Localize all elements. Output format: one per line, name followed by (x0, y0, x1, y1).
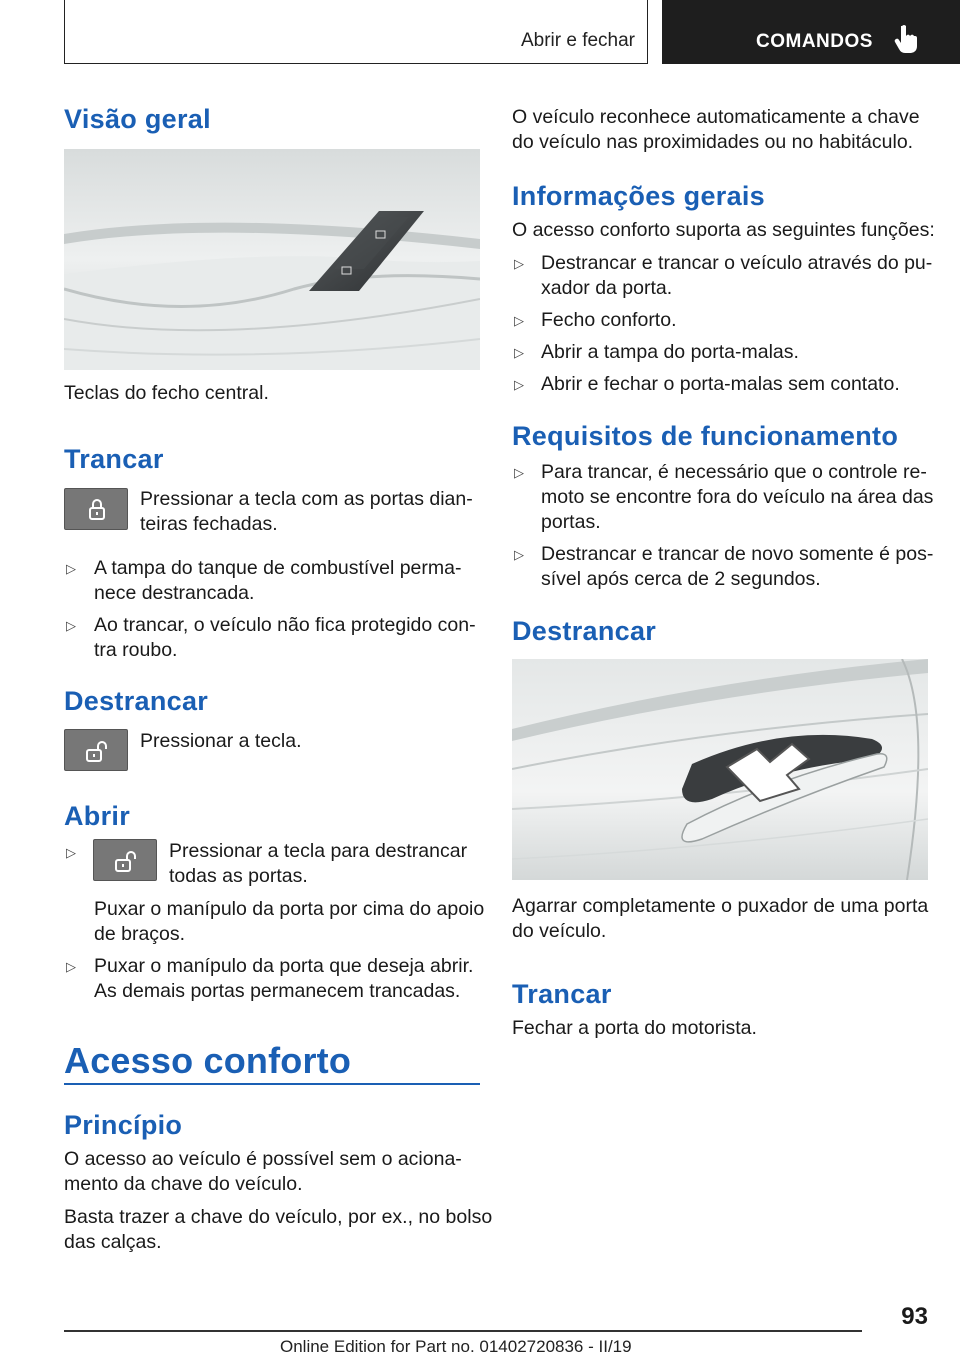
door-lock-buttons-photo (64, 149, 480, 370)
principio-p2-line2: das calças. (64, 1231, 162, 1253)
caption-door-handle-line1: Agarrar completamente o puxador de uma porta (512, 895, 929, 917)
trancar-text-line2: teiras fechadas. (140, 513, 278, 535)
principio-p1-line1: O acesso ao veículo é possível sem o aciona- (64, 1148, 462, 1170)
info-bullet2: Fecho conforto. (541, 309, 677, 331)
info-bullet4: Abrir e fechar o porta-malas sem contato. (541, 373, 900, 395)
abrir-bullet1-extra-line2: de braços. (94, 923, 186, 945)
trancar-bullet1-line1: A tampa do tanque de combustível perma- (94, 557, 462, 579)
unlock-key-icon (93, 839, 157, 881)
req-bullet1-line2: moto se encontre fora do veículo na área das (541, 486, 934, 508)
caption-door-handle-line2: do veículo. (512, 920, 607, 942)
intro-line2: do veículo nas proximidades ou no habitáculo. (512, 131, 914, 153)
abrir-bullet1-line2: todas as portas. (169, 865, 308, 887)
info-bullet1-line2: xador da porta. (541, 277, 673, 299)
req-bullet2-line1: Destrancar e trancar de novo somente é pos- (541, 543, 934, 565)
bullet-triangle-icon: ▷ (66, 959, 76, 974)
req-bullet1-line1: Para trancar, é necessário que o controle re- (541, 461, 927, 483)
bullet-triangle-icon: ▷ (514, 377, 524, 392)
heading-trancar: Trancar (64, 444, 164, 474)
trancar-text-line1: Pressionar a tecla com as portas dian- (140, 488, 473, 510)
abrir-bullet2-line1: Puxar o manípulo da porta que deseja abrir. (94, 955, 474, 977)
bullet-triangle-icon: ▷ (514, 547, 524, 562)
informacoes-text: O acesso conforto suporta as seguintes funções: (512, 219, 935, 241)
destrancar-text: Pressionar a tecla. (140, 730, 302, 752)
abrir-bullet1-line1: Pressionar a tecla para destrancar (169, 840, 468, 862)
door-handle-photo (512, 659, 928, 880)
bullet-triangle-icon: ▷ (66, 561, 76, 576)
header-section-box (64, 0, 648, 64)
trancar-right-text: Fechar a porta do motorista. (512, 1017, 757, 1039)
bullet-triangle-icon: ▷ (514, 465, 524, 480)
bullet-triangle-icon: ▷ (514, 345, 524, 360)
header-section-title: Abrir e fechar (520, 30, 635, 51)
principio-p1-line2: mento da chave do veículo. (64, 1173, 303, 1195)
lock-key-icon (64, 488, 128, 530)
unlock-key-icon (64, 729, 128, 771)
heading-abrir: Abrir (64, 801, 131, 831)
intro-line1: O veículo reconhece automaticamente a chave (512, 106, 920, 128)
heading-requisitos: Requisitos de funcionamento (512, 421, 899, 451)
trancar-bullet2-line2: tra roubo. (94, 639, 178, 661)
req-bullet2-line2: sível após cerca de 2 segundos. (541, 568, 821, 590)
pointing-hand-icon (894, 24, 918, 59)
info-bullet1-line1: Destrancar e trancar o veículo através do pu- (541, 252, 933, 274)
req-bullet1-line3: portas. (541, 511, 601, 533)
heading-destrancar-left: Destrancar (64, 686, 209, 716)
header-chapter-title: COMANDOS (756, 31, 873, 52)
heading-destrancar-right: Destrancar (512, 616, 657, 646)
caption-door-lock-buttons: Teclas do fecho central. (64, 382, 269, 404)
footer-rule (64, 1330, 862, 1332)
bullet-triangle-icon: ▷ (514, 256, 524, 271)
heading-principio: Princípio (64, 1110, 183, 1140)
heading-informacoes-gerais: Informações gerais (512, 181, 766, 211)
heading-visao-geral: Visão geral (64, 104, 211, 134)
section-rule (64, 1083, 480, 1085)
bullet-triangle-icon: ▷ (514, 313, 524, 328)
footer-edition: Online Edition for Part no. 01402720836 - II/19 (280, 1337, 632, 1356)
abrir-bullet2-line2: As demais portas permanecem trancadas. (94, 980, 461, 1002)
trancar-bullet2-line1: Ao trancar, o veículo não fica protegido con- (94, 614, 476, 636)
abrir-bullet1-extra-line1: Puxar o manípulo da porta por cima do apoio (94, 898, 485, 920)
bullet-triangle-icon: ▷ (66, 845, 76, 860)
bullet-triangle-icon: ▷ (66, 618, 76, 633)
heading-trancar-right: Trancar (512, 979, 612, 1009)
heading-acesso-conforto: Acesso conforto (64, 1040, 352, 1081)
info-bullet3: Abrir a tampa do porta-malas. (541, 341, 799, 363)
page-number: 93 (901, 1303, 928, 1330)
trancar-bullet1-line2: nece destrancada. (94, 582, 255, 604)
principio-p2-line1: Basta trazer a chave do veículo, por ex., no bolso (64, 1206, 493, 1228)
